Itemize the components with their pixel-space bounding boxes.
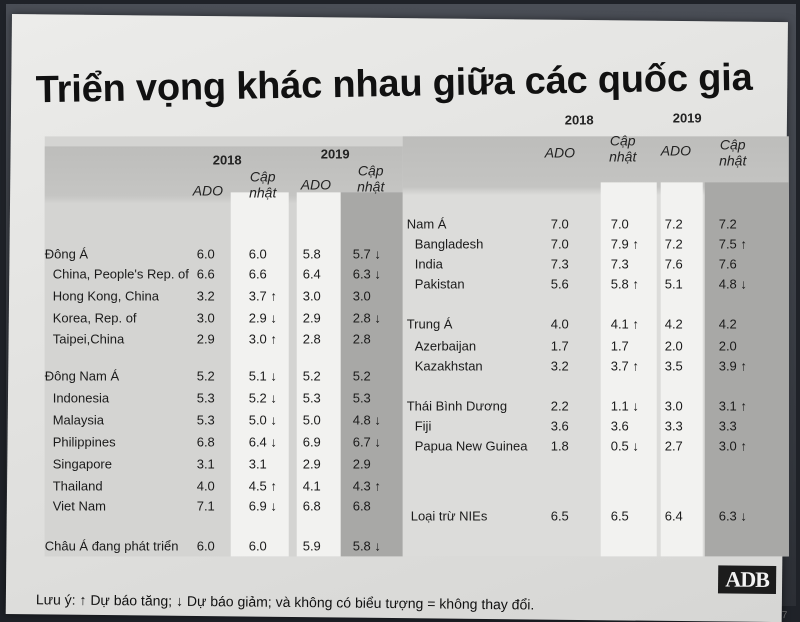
table-cell: 7.2 (718, 216, 737, 232)
table-cell: 3.7 ↑ (610, 358, 639, 374)
left-col-ado-2019: ADO (300, 176, 332, 193)
table-cell: 3.1 (248, 456, 267, 472)
table-cell: 7.2 (664, 216, 683, 232)
table-cell: 6.4 (302, 266, 321, 282)
table-cell: 6.6 (248, 266, 267, 282)
table-cell: 4.8 ↓ (352, 412, 381, 428)
table-cell: 1.7 (550, 338, 569, 354)
region-label: Châu Á đang phát triển (44, 538, 179, 554)
left-col-update-2019: Cập nhật (357, 162, 385, 195)
table-cell: 4.0 (196, 478, 215, 494)
right-table (403, 110, 789, 556)
table-cell: 6.0 (196, 246, 215, 262)
table-cell: 5.2 ↓ (248, 390, 277, 406)
table-cell: 3.0 ↑ (248, 331, 277, 347)
table-cell: 7.1 (196, 498, 215, 514)
region-label: Trung Á (406, 316, 453, 332)
table-cell: 7.3 (610, 256, 629, 272)
table-cell: 6.4 (664, 508, 683, 524)
right-col-ado-2018: ADO (544, 144, 576, 161)
left-col-ado-2018: ADO (192, 182, 224, 199)
table-cell: 3.0 ↑ (718, 438, 747, 454)
table-cell: 6.4 ↓ (248, 434, 277, 450)
table-cell: 5.8 ↓ (352, 538, 381, 554)
table-cell: 5.7 ↓ (352, 246, 381, 262)
table-cell: 5.9 (302, 538, 321, 554)
table-cell: 5.3 (302, 390, 321, 406)
table-cell: 6.0 (196, 538, 215, 554)
country-label: Pakistan (414, 276, 465, 292)
table-cell: 7.6 (664, 256, 683, 272)
adb-logo: ADB (718, 565, 776, 594)
table-cell: 2.9 (352, 456, 371, 472)
country-label: India (414, 256, 443, 272)
table-cell: 3.7 ↑ (248, 288, 277, 304)
table-cell: 4.0 (550, 316, 569, 332)
country-label: Thailand (52, 478, 103, 494)
country-label: Viet Nam (52, 498, 106, 514)
table-cell: 4.1 (302, 478, 321, 494)
table-cell: 5.0 ↓ (248, 412, 277, 428)
table-cell: 6.6 (196, 266, 215, 282)
table-cell: 6.3 ↓ (352, 266, 381, 282)
country-label: Indonesia (52, 390, 110, 406)
table-cell: 4.8 ↓ (718, 276, 747, 292)
table-cell: 5.8 (302, 246, 321, 262)
page-title: Triển vọng khác nhau giữa các quốc gia (35, 56, 753, 112)
table-cell: 3.3 (718, 418, 737, 434)
table-cell: 4.2 (718, 316, 737, 332)
table-cell: 3.0 (664, 398, 683, 414)
table-cell: 5.0 (302, 412, 321, 428)
country-label: China, People's Rep. of (52, 266, 189, 282)
region-label: Đông Nam Á (44, 368, 120, 384)
region-label: Nam Á (406, 216, 447, 232)
right-col-update-2019: Cập nhật (719, 136, 747, 169)
country-label: Taipei,China (52, 331, 125, 347)
table-cell: 6.0 (248, 246, 267, 262)
table-cell: 2.8 (302, 331, 321, 347)
table-cell: 4.2 (664, 316, 683, 332)
table-cell: 7.6 (718, 256, 737, 272)
photo-background (6, 4, 796, 622)
table-cell: 7.3 (550, 256, 569, 272)
table-cell: 6.0 (248, 538, 267, 554)
right-col-ado-2019: ADO (660, 142, 692, 159)
table-cell: 5.1 ↓ (248, 368, 277, 384)
table-cell: 7.9 ↑ (610, 236, 639, 252)
table-cell: 3.2 (196, 288, 215, 304)
region-label: Thái Bình Dương (406, 398, 508, 414)
country-label: Bangladesh (414, 236, 484, 252)
table-cell: 3.2 (550, 358, 569, 374)
country-label: Papua New Guinea (414, 438, 528, 454)
table-cell: 6.8 (302, 498, 321, 514)
country-label: Korea, Rep. of (52, 310, 137, 326)
table-cell: 3.0 (352, 288, 371, 304)
table-cell: 3.6 (550, 418, 569, 434)
table-cell: 5.1 (664, 276, 683, 292)
region-label: Đông Á (44, 246, 89, 262)
table-cell: 5.2 (302, 368, 321, 384)
table-cell: 3.0 (302, 288, 321, 304)
table-cell: 6.9 (302, 434, 321, 450)
country-label: Philippines (52, 434, 116, 450)
table-cell: 6.7 ↓ (352, 434, 381, 450)
table-cell: 6.5 (610, 508, 629, 524)
table-cell: 7.0 (610, 216, 629, 232)
table-cell: 5.6 (550, 276, 569, 292)
table-cell: 1.1 ↓ (610, 398, 639, 414)
right-col-update-2018: Cập nhật (609, 132, 637, 165)
region-label: Loại trừ NIEs (410, 508, 488, 524)
table-cell: 3.3 (664, 418, 683, 434)
page-number: 7 (781, 610, 788, 622)
table-cell: 0.5 ↓ (610, 438, 639, 454)
table-cell: 6.3 ↓ (718, 508, 747, 524)
table-cell: 4.5 ↑ (248, 478, 277, 494)
table-cell: 7.5 ↑ (718, 236, 747, 252)
table-cell: 7.2 (664, 236, 683, 252)
table-cell: 5.8 ↑ (610, 276, 639, 292)
table-cell: 2.2 (550, 398, 569, 414)
table-cell: 5.2 (352, 368, 371, 384)
table-cell: 3.0 (196, 310, 215, 326)
country-label: Fiji (414, 418, 432, 434)
left-col-update-2018: Cập nhật (249, 168, 277, 201)
table-cell: 6.8 (352, 498, 371, 514)
table-cell: 3.1 ↑ (718, 398, 747, 414)
table-cell: 3.5 (664, 358, 683, 374)
country-label: Kazakhstan (414, 358, 483, 374)
country-label: Azerbaijan (414, 338, 477, 354)
table-cell: 6.8 (196, 434, 215, 450)
table-cell: 2.9 (302, 456, 321, 472)
legend-note: Lưu ý: ↑ Dự báo tăng; ↓ Dự báo giảm; và không có biểu tượng = không thay đổi. (35, 591, 535, 613)
table-cell: 5.3 (196, 390, 215, 406)
table-cell: 2.0 (718, 338, 737, 354)
country-label: Singapore (52, 456, 113, 472)
forecast-table (44, 110, 789, 556)
left-table (45, 146, 403, 556)
table-cell: 2.9 (196, 331, 215, 347)
table-cell: 2.8 (352, 331, 371, 347)
table-cell: 1.7 (610, 338, 629, 354)
table-cell: 3.1 (196, 456, 215, 472)
table-cell: 2.0 (664, 338, 683, 354)
printed-slide (6, 14, 788, 622)
country-label: Malaysia (52, 412, 105, 428)
table-cell: 4.1 ↑ (610, 316, 639, 332)
table-cell: 5.2 (196, 368, 215, 384)
right-year-2019: 2019 (672, 110, 702, 126)
table-cell: 6.9 ↓ (248, 498, 277, 514)
table-cell: 2.9 (302, 310, 321, 326)
table-cell: 2.7 (664, 438, 683, 454)
left-year-2018: 2018 (212, 152, 242, 168)
table-cell: 4.3 ↑ (352, 478, 381, 494)
table-cell: 5.3 (352, 390, 371, 406)
table-cell: 7.0 (550, 236, 569, 252)
table-cell: 2.9 ↓ (248, 310, 277, 326)
table-cell: 3.6 (610, 418, 629, 434)
table-cell: 6.5 (550, 508, 569, 524)
left-year-2019: 2019 (320, 146, 350, 162)
right-year-2018: 2018 (564, 112, 594, 128)
table-cell: 2.8 ↓ (352, 310, 381, 326)
table-cell: 1.8 (550, 438, 569, 454)
country-label: Hong Kong, China (52, 288, 159, 304)
table-cell: 3.9 ↑ (718, 358, 747, 374)
table-cell: 5.3 (196, 412, 215, 428)
table-cell: 7.0 (550, 216, 569, 232)
